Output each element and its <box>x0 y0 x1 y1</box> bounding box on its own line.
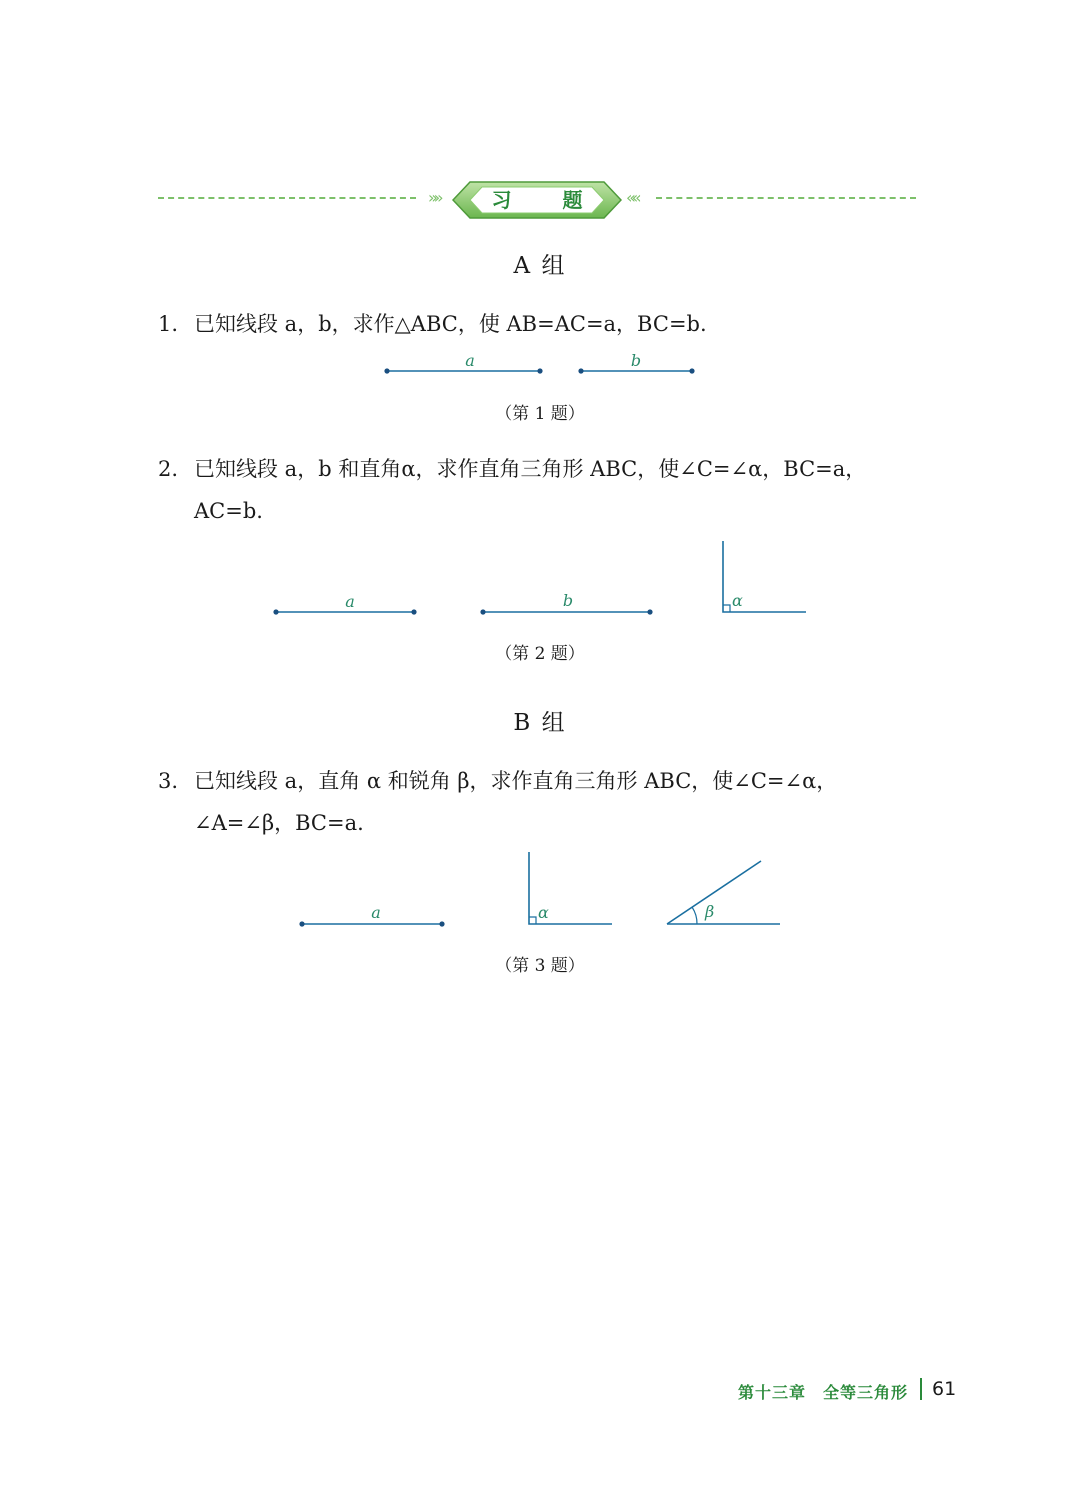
fig1-label-a: a <box>465 351 475 370</box>
fig2-segment-a-endpoint <box>411 609 416 614</box>
figure-2-caption: （第 2 题） <box>495 644 585 664</box>
footer-chapter-title: 第十三章 全等三角形 <box>738 1383 909 1402</box>
fig2-label-a: a <box>345 592 355 611</box>
question-3-text-line2: ∠A=∠β，BC=a. <box>194 811 364 835</box>
figure-3-caption: （第 3 题） <box>495 956 585 976</box>
group-b-title: B 组 <box>513 710 567 736</box>
fig3-segment-a-endpoint <box>439 921 444 926</box>
fig2-right-angle-mark <box>723 605 730 612</box>
fig3-segment-a-endpoint <box>299 921 304 926</box>
fig1-segment-a-endpoint <box>384 368 389 373</box>
figure-1-caption: （第 1 题） <box>495 404 585 424</box>
figure-3 <box>299 852 780 927</box>
fig1-segment-b-endpoint <box>689 368 694 373</box>
question-2-number: 2. <box>158 457 179 481</box>
question-2-text-line1: 已知线段 a，b 和直角α，求作直角三角形 ABC，使∠C=∠α，BC=a， <box>194 457 867 481</box>
fig3-right-angle-mark <box>529 917 536 924</box>
figure-1 <box>384 351 694 374</box>
fig2-label-alpha: α <box>732 591 743 610</box>
fig3-label-beta: β <box>705 902 715 921</box>
header-chevrons-left: »» <box>428 188 440 207</box>
footer-divider <box>920 1378 922 1400</box>
group-a-title: A 组 <box>513 253 567 279</box>
fig3-beta-arc <box>692 907 697 924</box>
question-3-text-line1: 已知线段 a，直角 α 和锐角 β，求作直角三角形 ABC，使∠C=∠α， <box>194 769 838 793</box>
fig3-label-alpha: α <box>538 903 549 922</box>
header-chevrons-right: «« <box>626 188 638 207</box>
fig1-segment-b-endpoint <box>578 368 583 373</box>
fig2-segment-b-endpoint <box>480 609 485 614</box>
header-title: 习 题 <box>491 188 605 212</box>
fig1-label-b: b <box>630 351 642 370</box>
fig2-label-b: b <box>562 591 574 610</box>
question-2-text-line2: AC=b. <box>194 499 263 523</box>
question-1-number: 1. <box>158 312 179 336</box>
question-3-number: 3. <box>158 769 179 793</box>
question-1-text: 已知线段 a，b，求作△ABC，使 AB=AC=a，BC=b. <box>194 312 707 336</box>
footer-page-number: 61 <box>932 1378 957 1400</box>
fig3-label-a: a <box>371 903 381 922</box>
fig1-segment-a-endpoint <box>537 368 542 373</box>
figure-2 <box>273 541 806 615</box>
fig2-segment-a-endpoint <box>273 609 278 614</box>
fig2-segment-b-endpoint <box>647 609 652 614</box>
